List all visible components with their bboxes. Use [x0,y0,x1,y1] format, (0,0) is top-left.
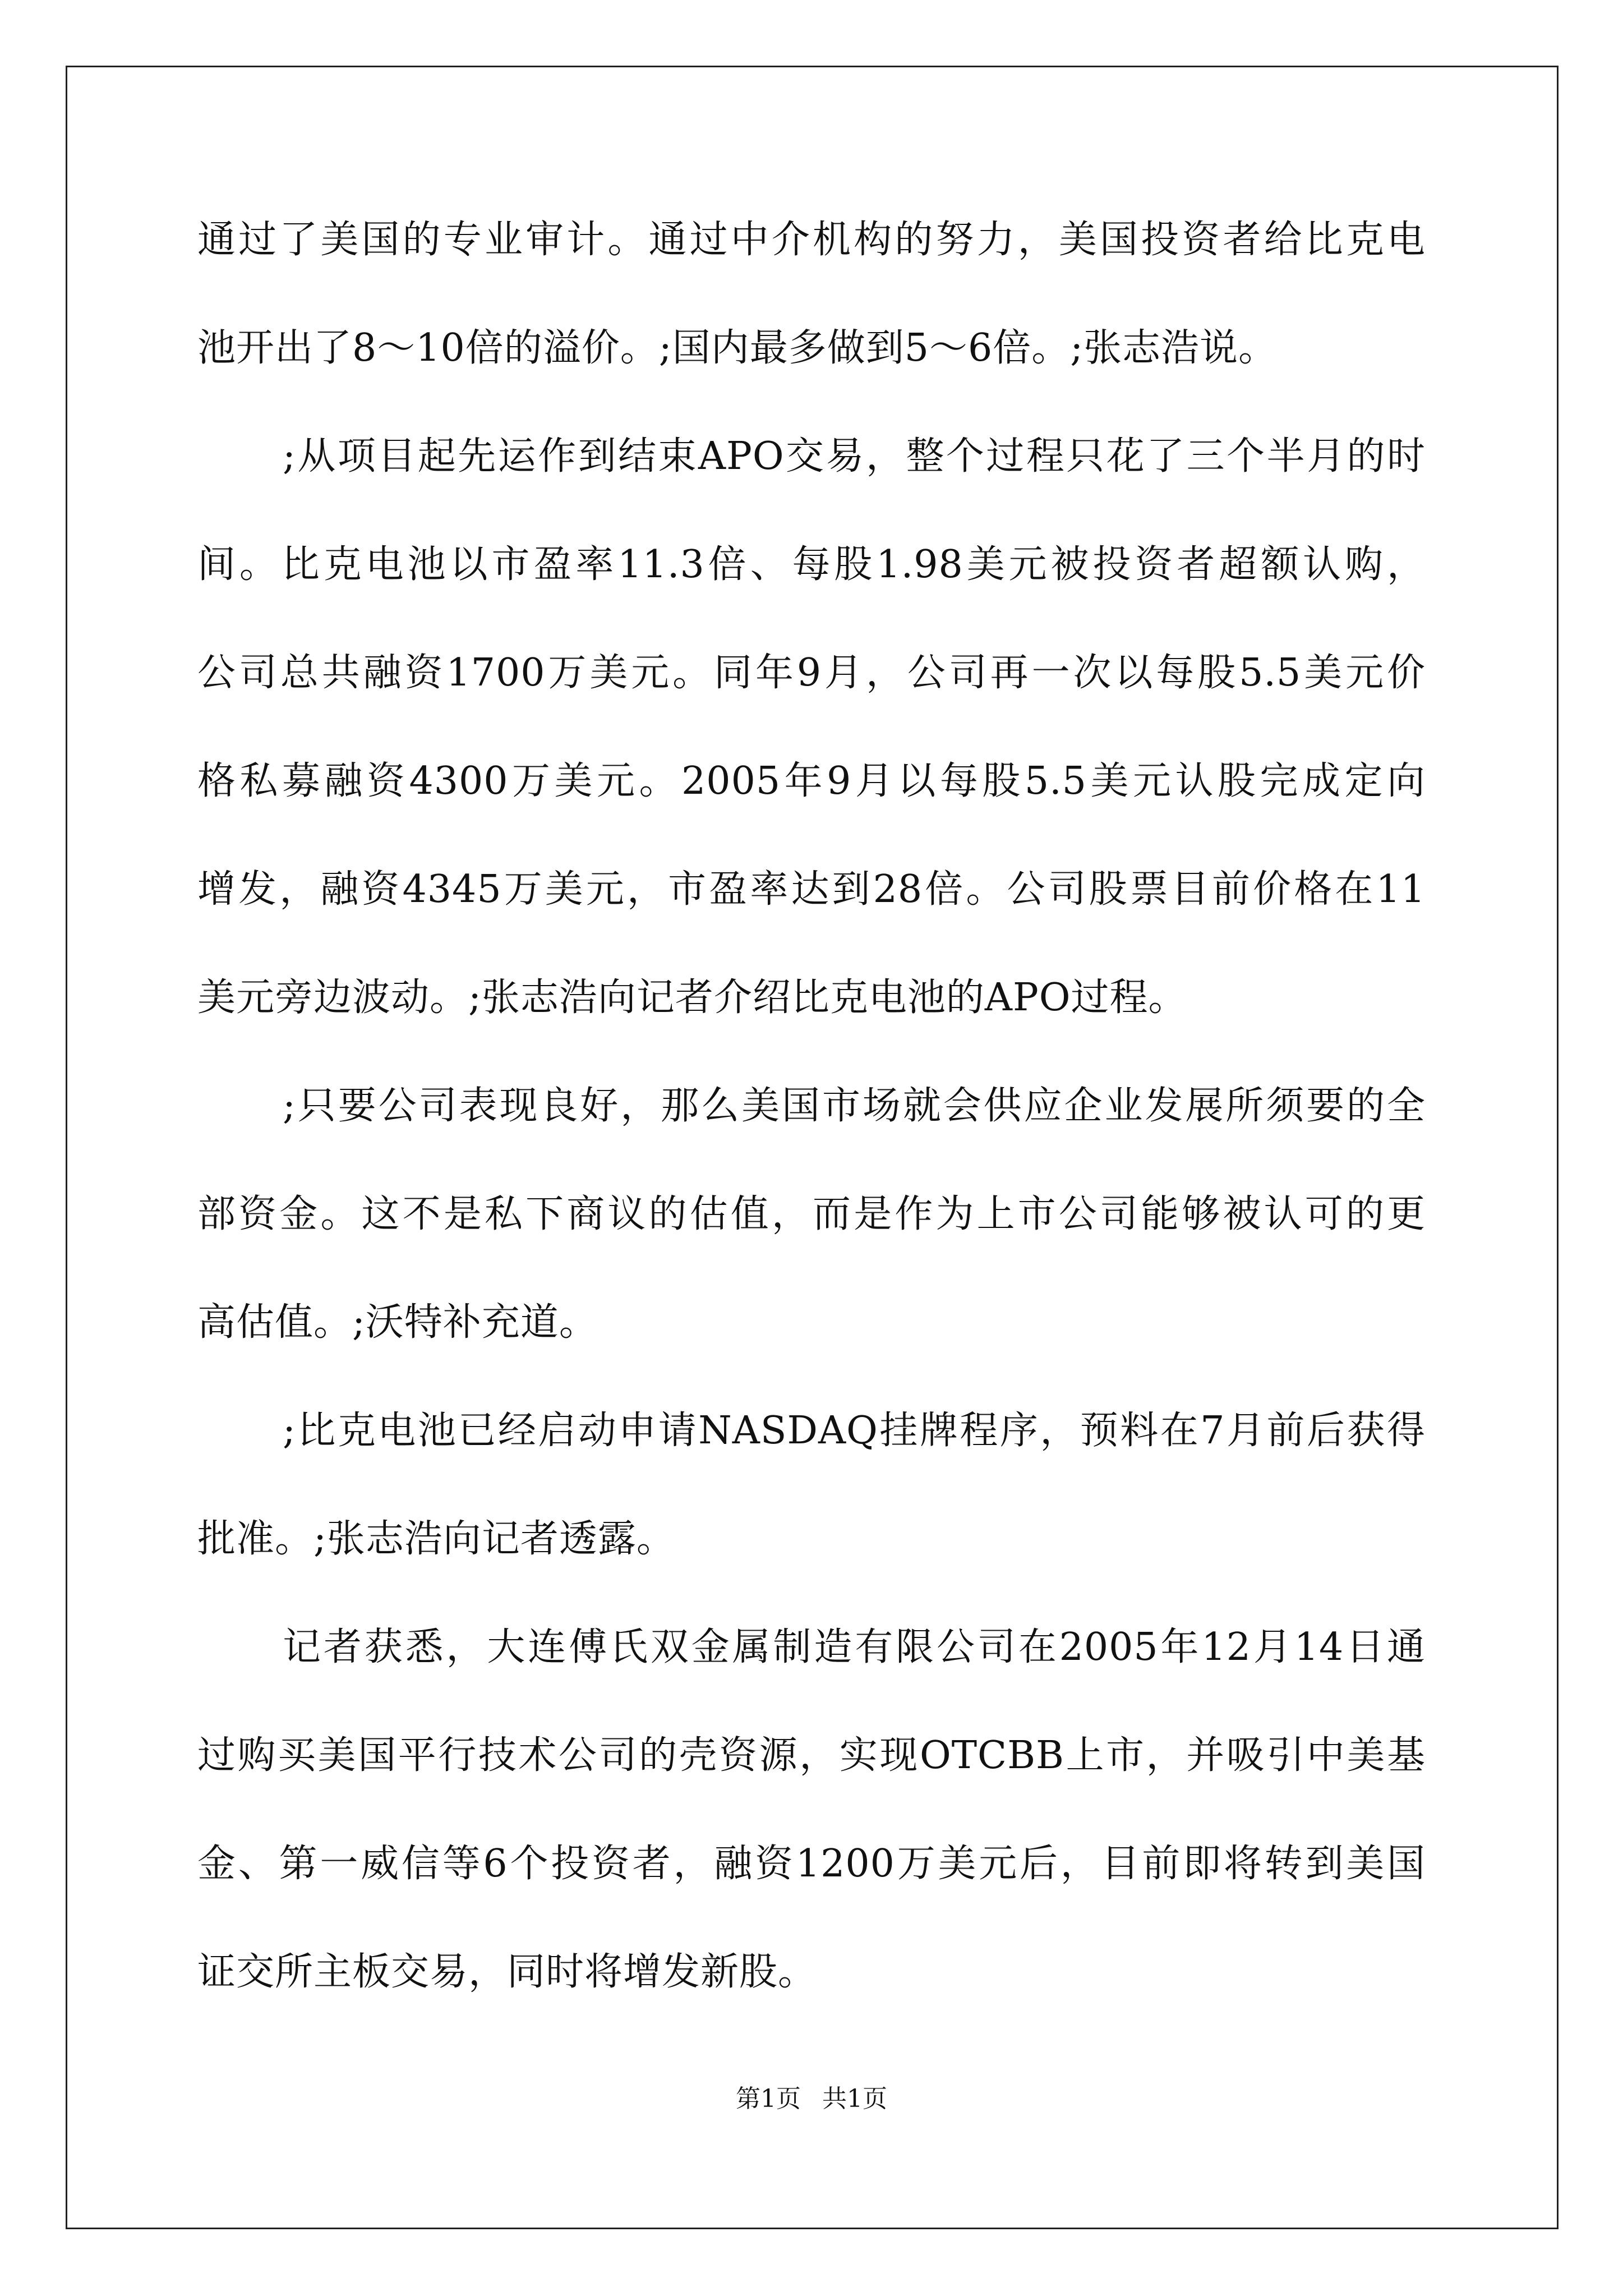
page-number: 第1页 [736,2085,801,2113]
text-line: 金、第一威信等6个投资者，融资1200万美元后，目前即将转到美国 [197,1842,1426,1886]
text-line: 增发，融资4345万美元，市盈率达到28倍。公司股票目前价格在11 [197,867,1426,912]
text-line: 部资金。这不是私下商议的估值，而是作为上市公司能够被认可的更 [197,1192,1426,1236]
text-line: 格私募融资4300万美元。2005年9月以每股5.5美元认股完成定向 [197,759,1426,803]
text-line: 批准。;张志浩向记者透露。 [197,1517,675,1561]
text-line: ;只要公司表现良好，那么美国市场就会供应企业发展所须要的全 [283,1084,1426,1128]
text-line: 间。比克电池以市盈率11.3倍、每股1.98美元被投资者超额认购， [197,542,1426,587]
text-line: ;比克电池已经启动申请NASDAQ挂牌程序，预料在7月前后获得 [283,1409,1426,1453]
page-footer [0,2082,1623,2116]
page-border [66,66,1559,2229]
text-line: 美元旁边波动。;张志浩向记者介绍比克电池的APO过程。 [197,976,1187,1020]
text-line: 池开出了8～10倍的溢价。;国内最多做到5～6倍。;张志浩说。 [197,326,1278,370]
text-line: ;从项目起先运作到结束APO交易，整个过程只花了三个半月的时 [283,434,1426,478]
text-line: 过购买美国平行技术公司的壳资源，实现OTCBB上市，并吸引中美基 [197,1733,1426,1778]
text-line: 高估值。;沃特补充道。 [197,1300,598,1345]
text-line: 证交所主板交易，同时将增发新股。 [197,1950,817,1994]
page-total: 共1页 [822,2085,887,2113]
text-line: 通过了美国的专业审计。通过中介机构的努力，美国投资者给比克电 [197,218,1426,262]
text-line: 公司总共融资1700万美元。同年9月，公司再一次以每股5.5美元价 [197,651,1426,695]
text-line: 记者获悉，大连傅氏双金属制造有限公司在2005年12月14日通 [283,1625,1426,1669]
